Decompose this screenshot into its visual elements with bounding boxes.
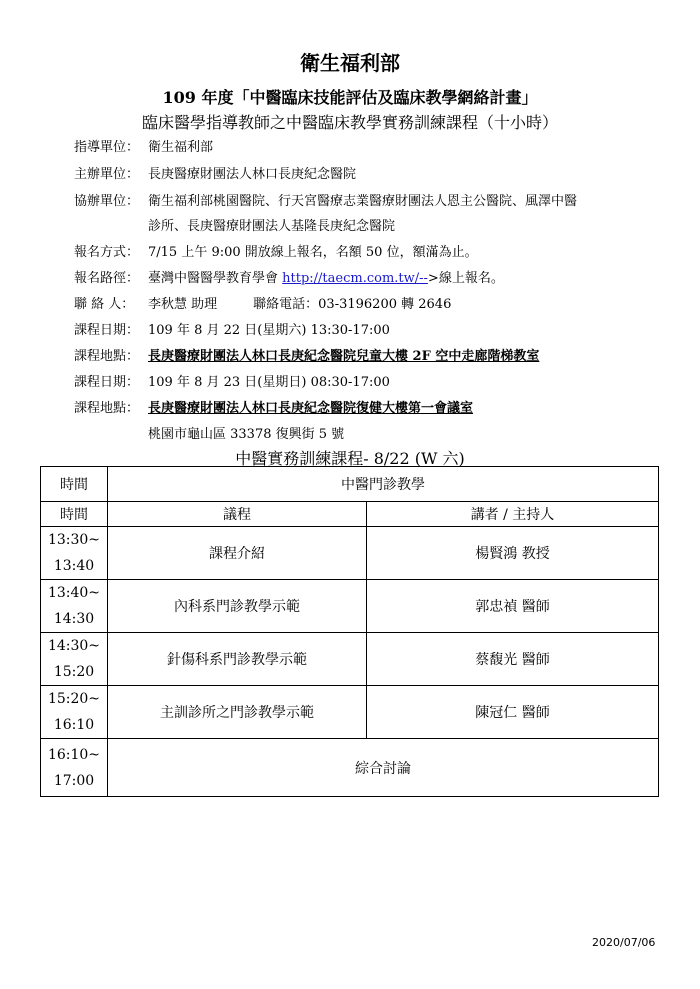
course-title: 臨床醫學指導教師之中醫臨床教學實務訓練課程（十小時）	[141, 113, 558, 132]
path-row	[74, 267, 504, 286]
topic-cell: 針傷科系門診教學示範	[108, 633, 367, 686]
host-value: 長庚醫療財團法人林口長庚紀念醫院	[148, 167, 357, 182]
reg-value: 7/15 上午 9:00 開放線上報名，名額 50 位，額滿為止。	[148, 245, 478, 260]
time-cell	[41, 527, 108, 580]
head-section: 中醫門診教學	[108, 467, 659, 502]
co-value-line2: 診所、長庚醫療財團法人基隆長庚紀念醫院	[148, 219, 396, 234]
date1-value: 109 年 8 月 22 日(星期六) 13:30-17:00	[148, 323, 390, 338]
contact-label: 聯 絡 人：	[74, 297, 135, 312]
host-label: 主辦單位：	[74, 167, 140, 182]
reg-label: 報名方式：	[74, 245, 140, 260]
topic-cell: 內科系門診教學示範	[108, 580, 367, 633]
schedule-table	[40, 466, 659, 797]
time-start: 15:20~	[47, 691, 101, 707]
loc1-label: 課程地點：	[74, 349, 140, 364]
head-time: 時間	[41, 467, 108, 502]
date2-label: 課程日期：	[74, 375, 140, 390]
time-end: 14:30	[53, 611, 95, 627]
table-row	[41, 686, 659, 739]
address: 桃園市龜山區 33378 復興街 5 號	[148, 427, 345, 442]
co-row	[74, 190, 577, 209]
time-cell	[41, 686, 108, 739]
time-start: 13:30~	[47, 532, 101, 548]
time-cell	[41, 633, 108, 686]
speaker-cell: 蔡馥光 醫師	[367, 633, 659, 686]
time-start: 16:10~	[47, 746, 101, 763]
co-value-line1: 衛生福利部桃園醫院、行天宮醫療志業醫療財團法人恩主公醫院、風澤中醫	[148, 194, 578, 209]
footer-date: 2020/07/06	[592, 936, 656, 949]
date1-row	[74, 319, 390, 338]
time-start: 13:40~	[47, 585, 101, 601]
contact-value: 李秋慧 助理	[148, 297, 218, 312]
column-header-row	[41, 502, 659, 527]
org-title: 衛生福利部	[300, 51, 400, 75]
time-end: 17:00	[53, 772, 95, 789]
schedule-title: 中醫實務訓練課程- 8/22 (W 六)	[235, 449, 465, 468]
topic-cell: 主訓診所之門診教學示範	[108, 686, 367, 739]
loc1-value: 長庚醫療財團法人林口長庚紀念醫院兒童大樓 2F 空中走廊階梯教室	[148, 349, 540, 364]
table-row	[41, 633, 659, 686]
table-header-row	[41, 467, 659, 502]
loc1-row	[74, 345, 539, 364]
time-cell	[41, 580, 108, 633]
loc2-row	[74, 397, 473, 416]
date2-value: 109 年 8 月 23 日(星期日) 08:30-17:00	[148, 375, 390, 390]
loc2-value: 長庚醫療財團法人林口長庚紀念醫院復健大樓第一會議室	[148, 401, 474, 416]
program-title: 109 年度「中醫臨床技能評估及臨床教學網絡計畫」	[162, 88, 538, 107]
registration-link[interactable]: http://taecm.com.tw/--	[282, 271, 428, 286]
co-label: 協辦單位：	[74, 194, 140, 209]
path-label: 報名路徑：	[74, 271, 140, 286]
table-row	[41, 580, 659, 633]
guide-row	[74, 136, 213, 155]
contact-row	[74, 293, 451, 312]
time-end: 16:10	[53, 717, 95, 733]
path-pre: 臺灣中醫醫學教育學會	[148, 271, 283, 286]
guide-label: 指導單位：	[74, 140, 140, 155]
loc2-label: 課程地點：	[74, 401, 140, 416]
path-post: >線上報名。	[427, 271, 504, 286]
speaker-cell: 楊賢鴻 教授	[367, 527, 659, 580]
host-row	[74, 163, 356, 182]
time-end: 15:20	[53, 664, 95, 680]
date2-row	[74, 371, 390, 390]
phone-value: 03-3196200 轉 2646	[318, 297, 452, 312]
topic-cell: 課程介紹	[108, 527, 367, 580]
col-speaker-header: 講者 / 主持人	[367, 502, 659, 527]
date1-label: 課程日期：	[74, 323, 140, 338]
phone-label: 聯絡電話：	[253, 297, 319, 312]
guide-value: 衛生福利部	[148, 140, 214, 155]
time-end: 13:40	[53, 558, 95, 574]
col-topic-header: 議程	[108, 502, 367, 527]
speaker-cell: 郭忠禎 醫師	[367, 580, 659, 633]
table-row	[41, 527, 659, 580]
speaker-cell: 陳冠仁 醫師	[367, 686, 659, 739]
discussion-cell: 綜合討論	[108, 739, 659, 797]
time-start: 14:30~	[47, 638, 101, 654]
reg-row	[74, 241, 478, 260]
col-time-header: 時間	[41, 502, 108, 527]
table-row	[41, 739, 659, 797]
time-cell	[41, 739, 108, 797]
